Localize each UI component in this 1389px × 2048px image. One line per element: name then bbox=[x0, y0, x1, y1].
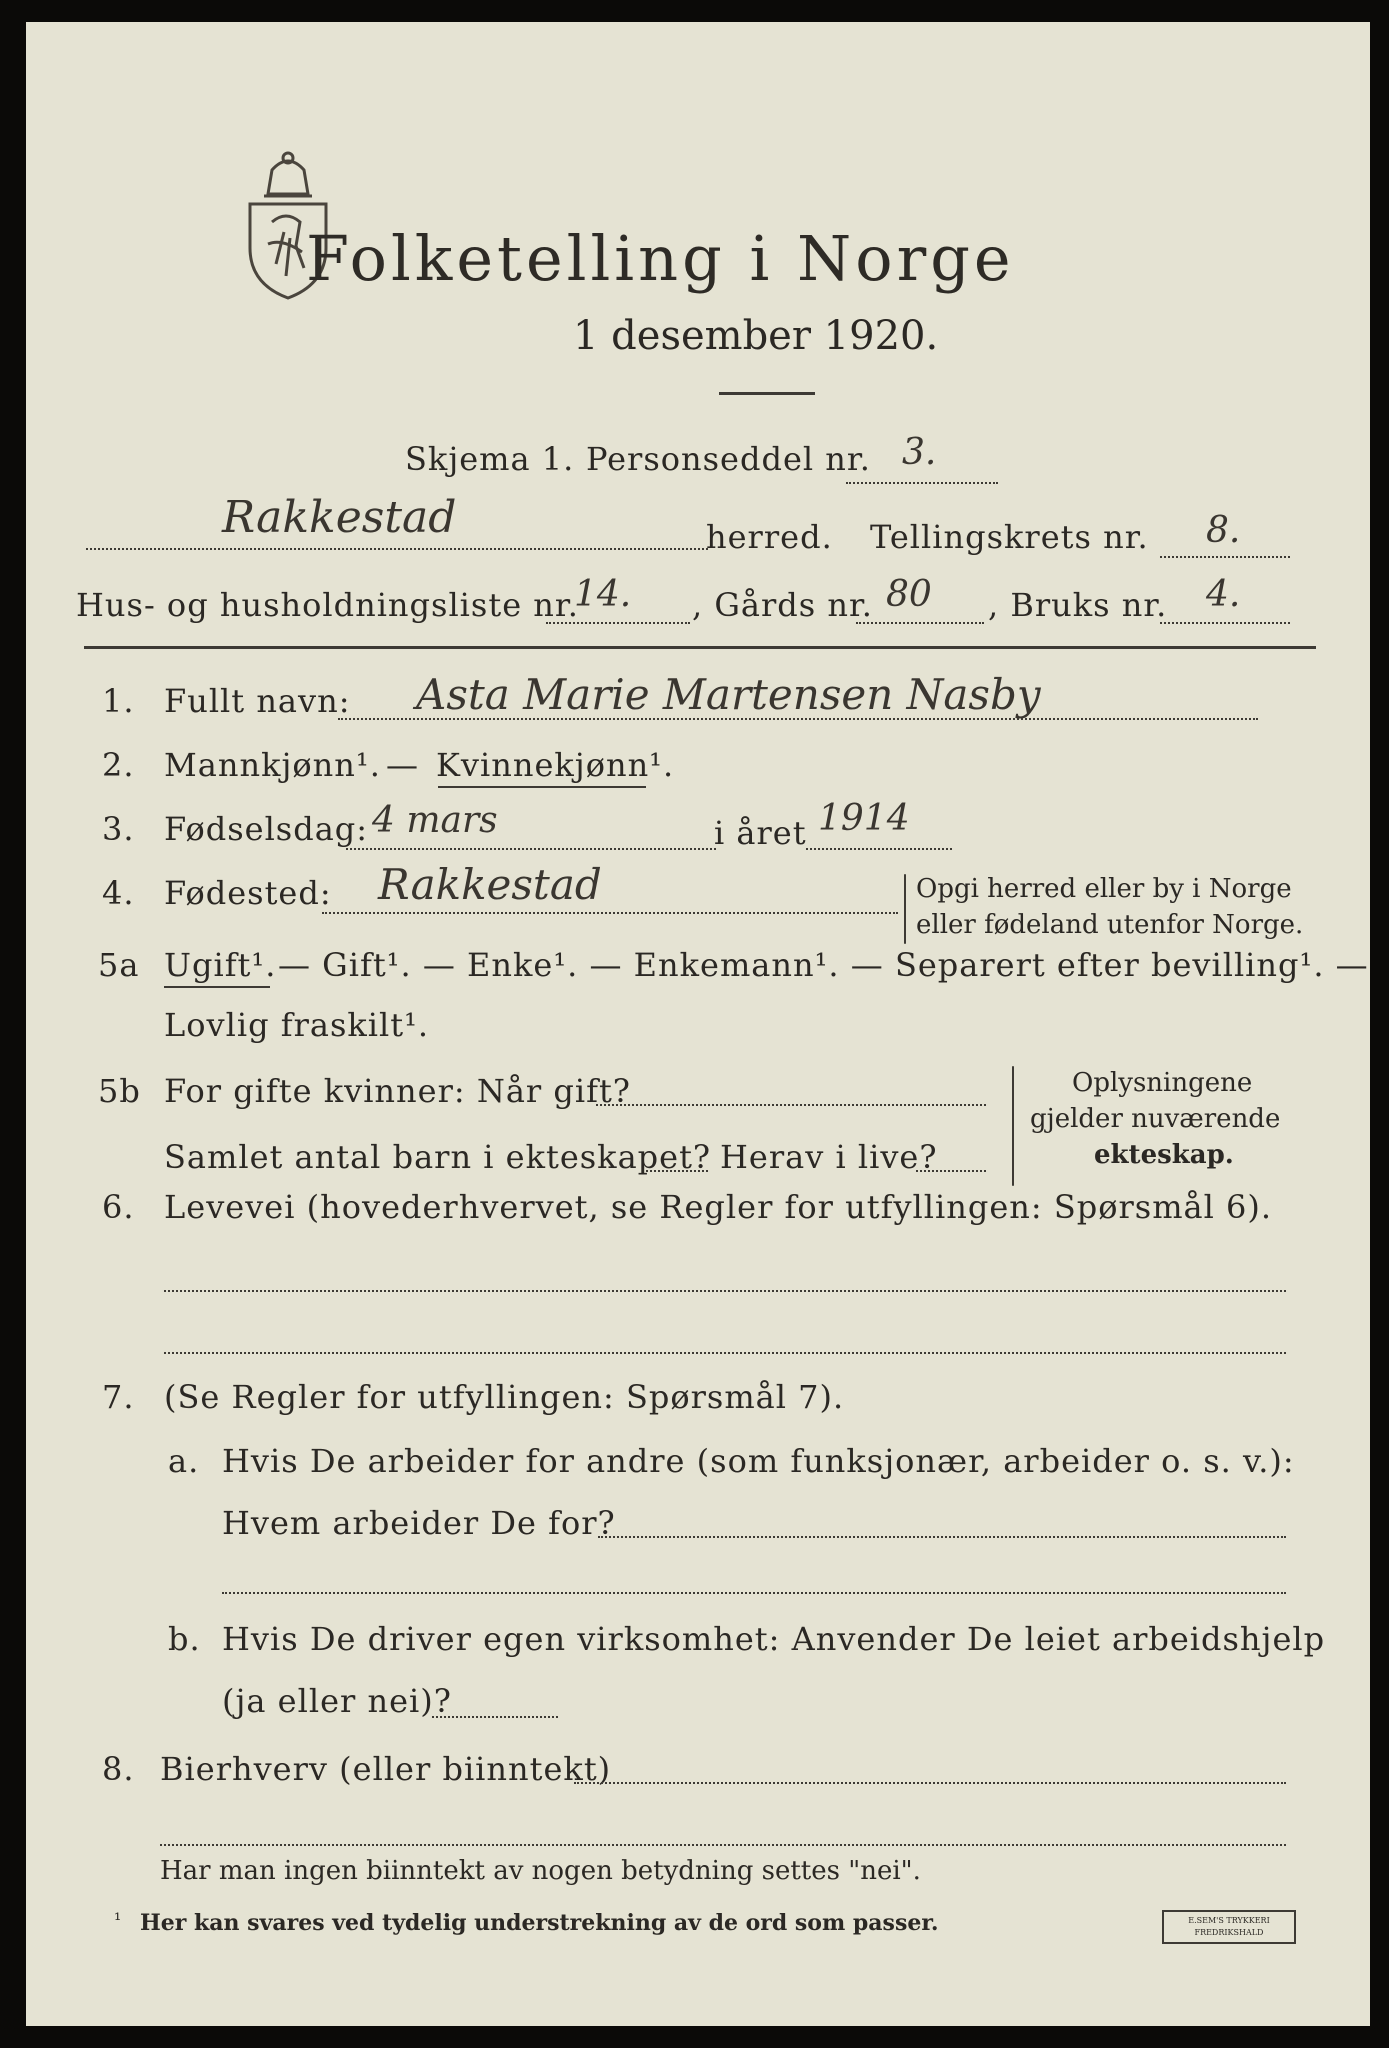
section-divider bbox=[84, 646, 1316, 649]
tellingskrets-field[interactable] bbox=[1160, 556, 1290, 558]
ugift-underline bbox=[164, 986, 270, 988]
q8-label: Bierhverv (eller biinntekt) bbox=[160, 1750, 612, 1788]
form-title: Folketelling i Norge bbox=[306, 222, 1015, 295]
q5a-ugift[interactable]: Ugift¹. bbox=[164, 946, 277, 984]
q7-number: 7. bbox=[102, 1378, 135, 1416]
q2-dash: — bbox=[386, 746, 419, 784]
q4-number: 4. bbox=[102, 874, 135, 912]
children-total-field[interactable] bbox=[646, 1170, 708, 1172]
personseddel-label: Personseddel nr. bbox=[586, 440, 871, 478]
q2-female[interactable]: Kvinnekjønn¹. bbox=[436, 746, 675, 784]
q8-note: Har man ingen biinntekt av nogen betydning settes "nei". bbox=[160, 1856, 921, 1886]
employer-field-1[interactable] bbox=[598, 1536, 1286, 1538]
q3-year-label: i året bbox=[714, 814, 807, 852]
q5a-options[interactable]: — Gift¹. — Enke¹. — Enkemann¹. — Separert efter bevilling¹. — bbox=[278, 946, 1369, 984]
full-name-value: Asta Marie Martensen Nasby bbox=[416, 670, 1041, 719]
personseddel-value: 3. bbox=[902, 432, 937, 473]
q4-note-2: eller fødeland utenfor Norge. bbox=[916, 910, 1304, 940]
q8-number: 8. bbox=[102, 1750, 135, 1788]
birthyear-field[interactable] bbox=[806, 848, 952, 850]
footnote-text: Her kan svares ved tydelig understrekning av de ord som passer. bbox=[140, 1910, 939, 1936]
divider bbox=[719, 392, 815, 395]
q7a-letter: a. bbox=[168, 1442, 200, 1480]
hired-help-field[interactable] bbox=[432, 1716, 558, 1718]
gards-label: , Gårds nr. bbox=[692, 586, 873, 624]
bruks-field[interactable] bbox=[1160, 622, 1290, 624]
q4-note-1: Opgi herred eller by i Norge bbox=[916, 874, 1292, 904]
q3-number: 3. bbox=[102, 810, 135, 848]
q7a-label-1: Hvis De arbeider for andre (som funksjonær, arbeider o. s. v.): bbox=[222, 1442, 1295, 1480]
q7b-letter: b. bbox=[168, 1620, 201, 1658]
q5a-number: 5a bbox=[98, 946, 140, 984]
q5b-label-2: Samlet antal barn i ekteskapet? bbox=[164, 1138, 712, 1176]
q5b-note-1: Oplysningene bbox=[1072, 1068, 1253, 1098]
q5b-label-1: For gifte kvinner: Når gift? bbox=[164, 1072, 631, 1110]
children-alive-field[interactable] bbox=[916, 1170, 986, 1172]
footnote-mark: ¹ bbox=[114, 1910, 122, 1931]
hus-label: Hus- og husholdningsliste nr. bbox=[76, 586, 579, 624]
occupation-field-1[interactable] bbox=[164, 1290, 1286, 1292]
q5b-label-3: Herav i live? bbox=[720, 1138, 938, 1176]
printer-mark bbox=[1162, 1910, 1296, 1944]
q6-number: 6. bbox=[102, 1188, 135, 1226]
birthdate-value: 4 mars bbox=[372, 800, 498, 841]
birthdate-field[interactable] bbox=[346, 848, 716, 850]
birthyear-value: 1914 bbox=[818, 798, 910, 839]
gards-value: 80 bbox=[886, 574, 932, 615]
printer-city: FREDRIKSHALD bbox=[1194, 1928, 1264, 1937]
bruks-value: 4. bbox=[1206, 574, 1241, 615]
herred-value: Rakkestad bbox=[222, 492, 457, 543]
bruks-label: , Bruks nr. bbox=[988, 586, 1168, 624]
gards-field[interactable] bbox=[856, 622, 984, 624]
birthplace-value: Rakkestad bbox=[378, 860, 602, 909]
q1-number: 1. bbox=[102, 682, 135, 720]
q5b-number: 5b bbox=[98, 1072, 141, 1110]
q5b-note-2: gjelder nuværende bbox=[1030, 1104, 1281, 1134]
herred-field[interactable] bbox=[86, 548, 708, 550]
q7-label: (Se Regler for utfyllingen: Spørsmål 7). bbox=[164, 1378, 845, 1416]
female-underline bbox=[438, 786, 646, 788]
q2-male[interactable]: Mannkjønn¹. bbox=[164, 746, 381, 784]
birthplace-field[interactable] bbox=[322, 912, 898, 914]
q6-label: Levevei (hovederhvervet, se Regler for utfyllingen: Spørsmål 6). bbox=[164, 1188, 1273, 1226]
census-form-page bbox=[26, 22, 1370, 2026]
q7b-label-1: Hvis De driver egen virksomhet: Anvender De leiet arbeidshjelp bbox=[222, 1620, 1326, 1658]
q4-brace bbox=[904, 874, 906, 944]
personseddel-field[interactable] bbox=[846, 482, 998, 484]
hus-value: 14. bbox=[574, 574, 632, 615]
q3-label: Fødselsdag: bbox=[164, 810, 369, 848]
employer-field-2[interactable] bbox=[222, 1592, 1286, 1594]
side-income-field-1[interactable] bbox=[574, 1782, 1286, 1784]
herred-label: herred. bbox=[706, 518, 833, 556]
occupation-field-2[interactable] bbox=[164, 1352, 1286, 1354]
q5a-fraskilt[interactable]: Lovlig fraskilt¹. bbox=[164, 1006, 430, 1044]
census-date: 1 desember 1920. bbox=[573, 313, 939, 359]
printer-name: E.SEM'S TRYKKERI bbox=[1188, 1916, 1270, 1925]
tellingskrets-label: Tellingskrets nr. bbox=[870, 518, 1149, 556]
married-when-field[interactable] bbox=[596, 1104, 986, 1106]
q7a-label-2: Hvem arbeider De for? bbox=[222, 1504, 616, 1542]
tellingskrets-value: 8. bbox=[1206, 510, 1241, 551]
q4-label: Fødested: bbox=[164, 874, 332, 912]
q5b-brace bbox=[1012, 1066, 1014, 1186]
side-income-field-2[interactable] bbox=[160, 1844, 1286, 1846]
q7b-label-2: (ja eller nei)? bbox=[222, 1682, 452, 1720]
q2-number: 2. bbox=[102, 746, 135, 784]
schema-label: Skjema 1. bbox=[405, 440, 575, 478]
hus-field[interactable] bbox=[546, 622, 690, 624]
q1-label: Fullt navn: bbox=[164, 682, 351, 720]
q5b-note-3: ekteskap. bbox=[1094, 1140, 1234, 1170]
